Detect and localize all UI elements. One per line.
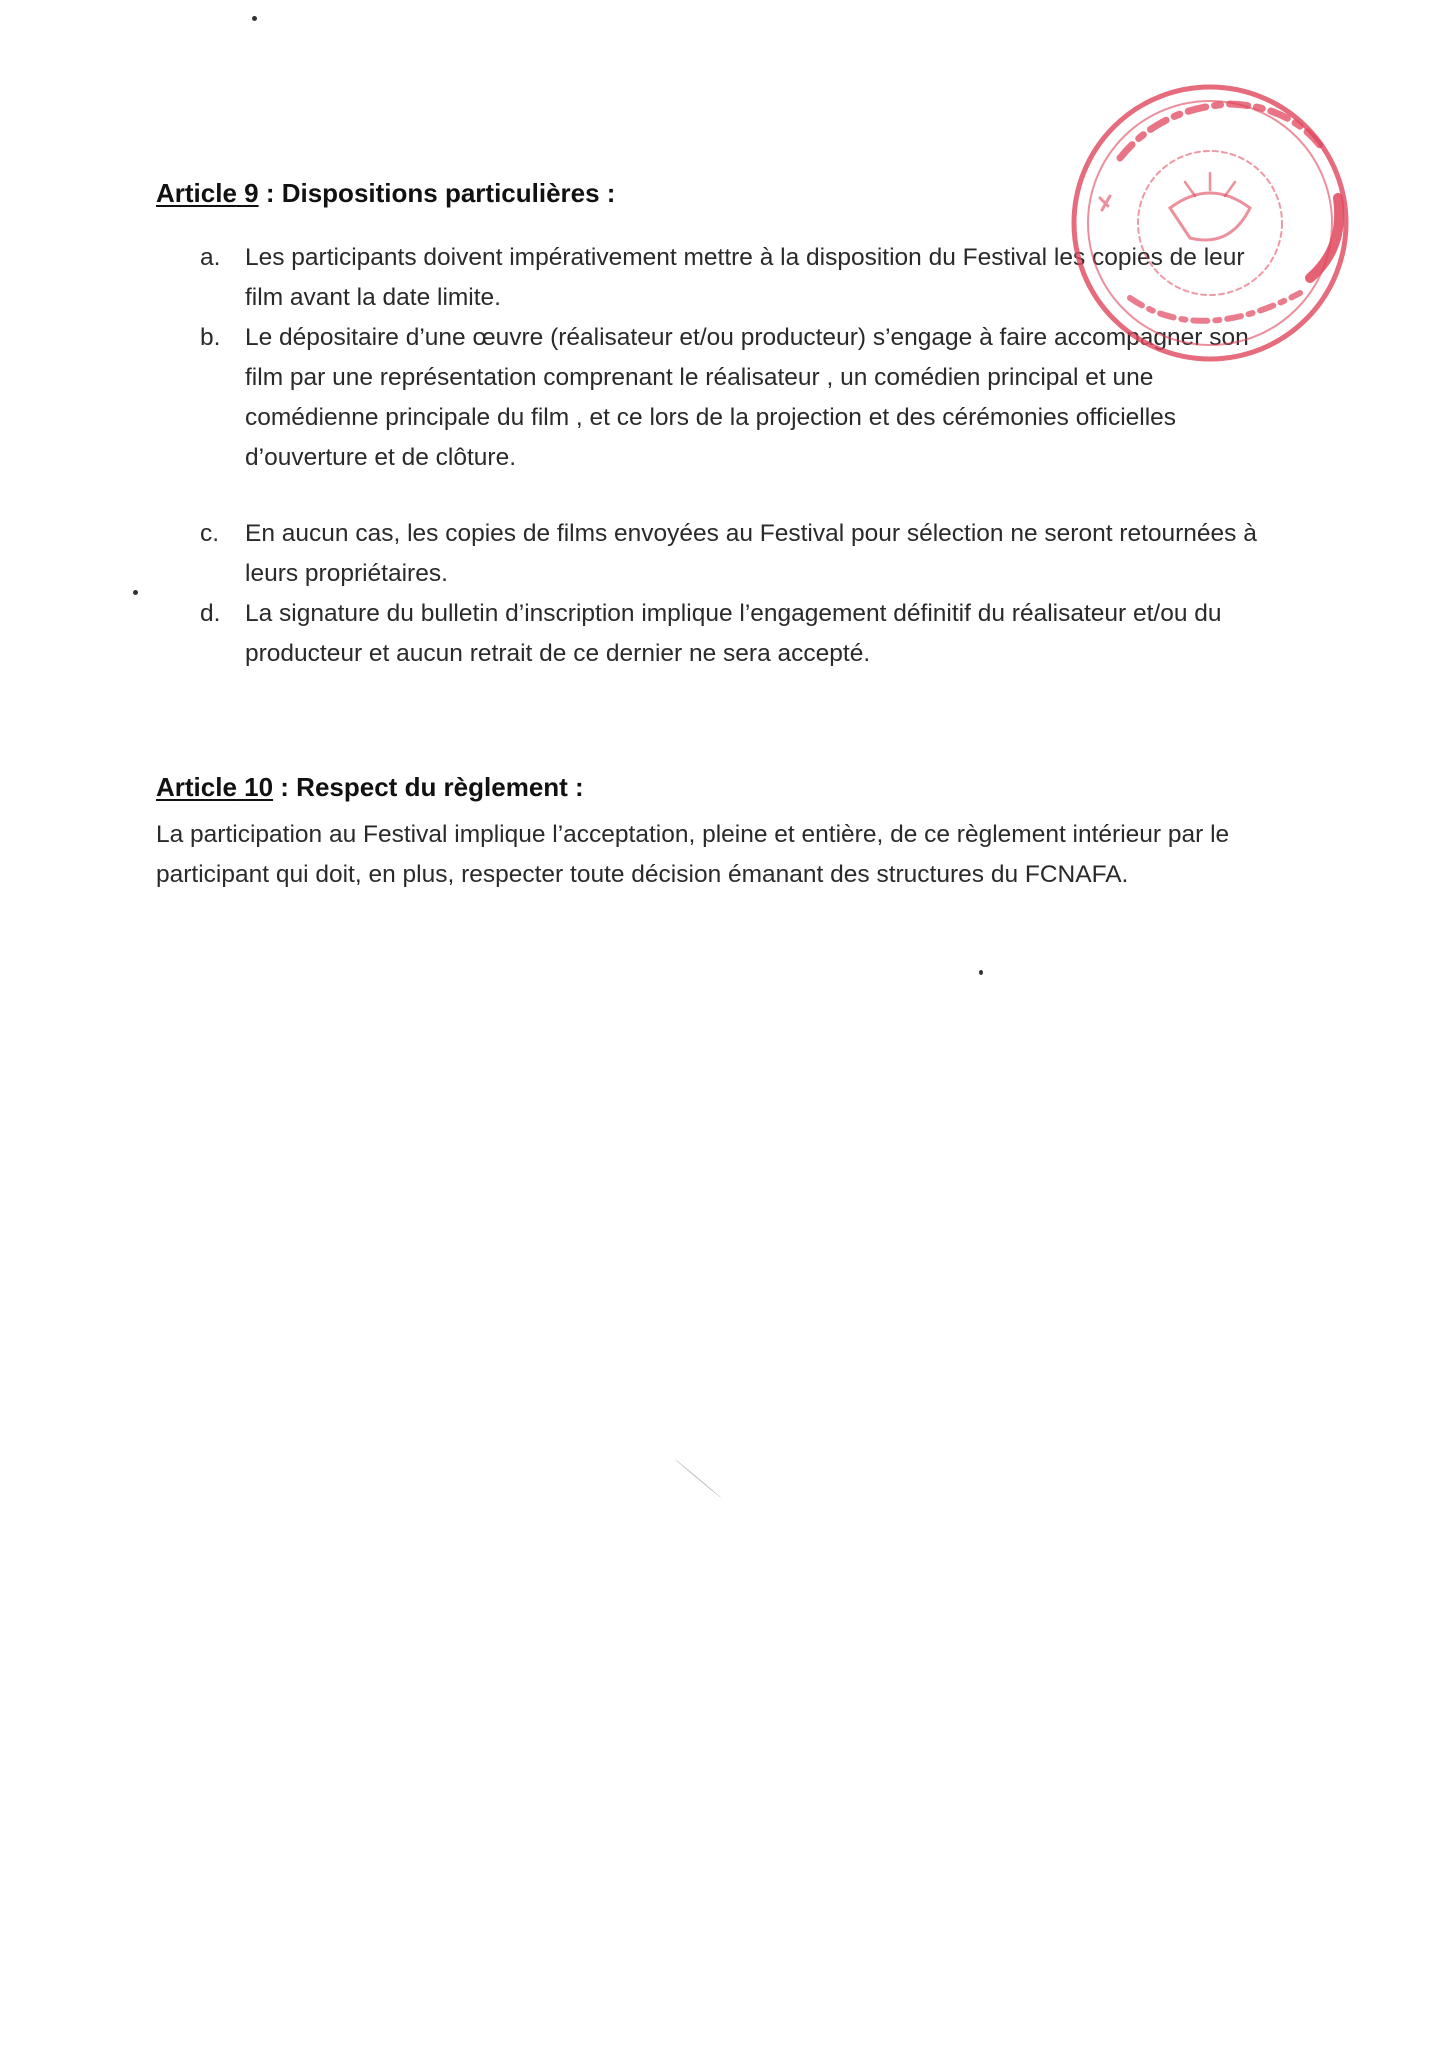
article-10-title: : Respect du règlement : (273, 772, 584, 802)
list-marker: d. (200, 600, 221, 627)
stamp-ink-smear (1310, 198, 1339, 278)
official-stamp (1060, 78, 1360, 368)
scan-scratch (675, 1459, 722, 1498)
stamp-outer-ring (1074, 87, 1346, 359)
scan-speck (979, 970, 983, 975)
list-marker: b. (200, 324, 221, 351)
list-item-c (200, 514, 1280, 594)
scan-speck (252, 16, 257, 21)
article-9-number: 9 (236, 178, 259, 208)
stamp-star-icon (1100, 196, 1110, 210)
article-9-list-cd (200, 514, 1280, 674)
list-item-d (200, 594, 1280, 674)
list-item-text: Le dépositaire d’une œuvre (réalisateur et/ou producteur) s’engage à faire accompagner son film par une représentation comprenant le réalisateur , un comédien principal et une comédienne principale du film , et ce lors de la projection et des cérémonies officielles d’ouverture et de clôture. (245, 324, 1249, 471)
list-item-text: Les participants doivent impérativement mettre à la disposition du Festival les copies de leur film avant la date limite. (245, 244, 1245, 311)
article-9-heading (156, 178, 615, 209)
stamp-emblem (1170, 193, 1250, 240)
article-9-title: : Dispositions particulières : (258, 178, 616, 208)
article-10-number: 10 (236, 772, 274, 802)
list-item-text: En aucun cas, les copies de films envoyées au Festival pour sélection ne seront retournées à leurs propriétaires. (245, 520, 1257, 587)
stamp-bottom-lettering (1130, 293, 1300, 321)
list-item-text: La signature du bulletin d’inscription implique l’engagement définitif du réalisateur et/ou du producteur et aucun retrait de ce dernier ne sera accepté. (245, 600, 1222, 667)
article-10-label: Article (156, 772, 237, 802)
article-10-paragraph: La participation au Festival implique l’acceptation, pleine et entière, de ce règlement intérieur par le participant qui doit, en plus, respecter toute décision émanant des structures du FCNAFA. (156, 821, 1230, 888)
scan-speck (133, 590, 138, 595)
list-marker: c. (200, 520, 220, 547)
list-marker: a. (200, 244, 221, 271)
article-10-heading (156, 772, 584, 803)
stamp-inner-ring (1088, 101, 1332, 345)
article-9-label: Article (156, 178, 237, 208)
